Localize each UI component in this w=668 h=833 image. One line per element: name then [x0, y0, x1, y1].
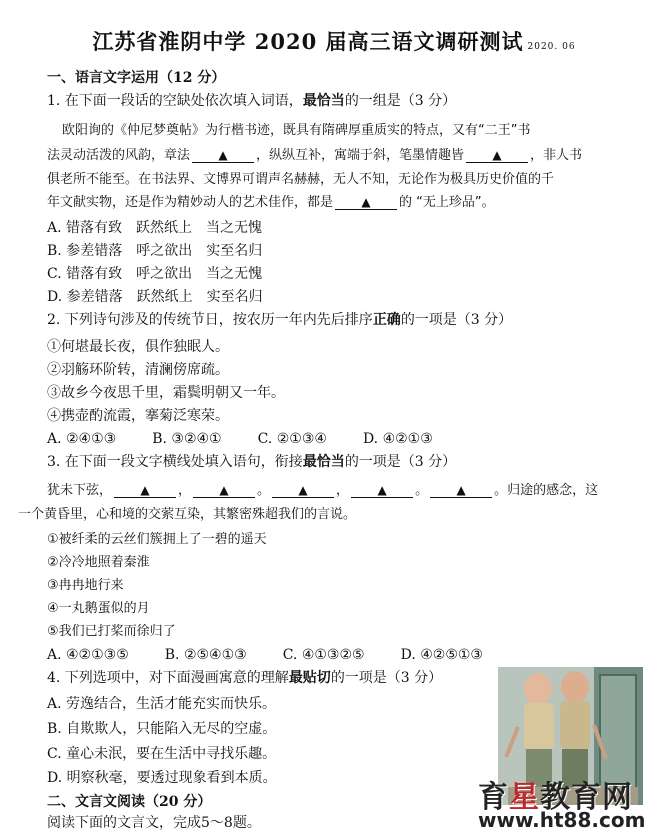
q1-passage-line-1: 欧阳询的《仲尼梦奠帖》为行楷书迹，既具有隋碑厚重质实的特点，又有“二王”书	[62, 123, 531, 138]
q1-option-a: A. 错落有致 跃然纸上 当之无愧	[47, 220, 263, 236]
blank-marker: ▲	[272, 483, 334, 498]
q2-stem: 2. 下列诗句涉及的传统节日，按农历一年内先后排序正确的一项是（3 分）	[47, 312, 513, 328]
q1-option-b: B. 参差错落 呼之欲出 实至名归	[47, 243, 263, 259]
title-date: 2020. 06	[527, 42, 576, 52]
q4-option-a: A. 劳逸结合，生活才能充实而快乐。	[47, 696, 277, 712]
q3-options	[47, 645, 519, 665]
section-2-heading: 二、文言文阅读（20 分）	[47, 794, 212, 810]
q2-option-b: B. ③②④①	[152, 431, 222, 447]
q4-stem: 4. 下列选项中，对下面漫画寓意的理解最贴切的一项是（3 分）	[47, 670, 443, 686]
q2-option-a: A. ②④①③	[47, 431, 117, 447]
q2-item-1: ①何堪最长夜，俱作独眠人。	[47, 339, 229, 355]
q2-item-4: ④携壶酌流霞，搴菊泛寒荣。	[47, 408, 229, 424]
q1-passage-line-2: 法灵动活泼的风韵，章法 ▲ ，纵纵互补，寓端于斜，笔墨情趣皆 ▲ ，非人书	[47, 148, 583, 163]
blank-marker: ▲	[335, 195, 397, 210]
title-text: 江苏省淮阴中学 2020 届高三语文调研测试	[92, 29, 524, 54]
q3-item-1: ①被纤柔的云丝们簇拥上了一碧的遥天	[47, 532, 267, 547]
q1-option-d: D. 参差错落 跃然纸上 实至名归	[47, 289, 263, 305]
q2-item-3: ③故乡今夜思千里，霜鬓明朝又一年。	[47, 385, 285, 401]
q2-options	[47, 429, 469, 449]
q3-option-b: B. ②⑤④①③	[164, 647, 247, 663]
blank-marker: ▲	[193, 483, 255, 498]
q1-option-c: C. 错落有致 呼之欲出 当之无愧	[47, 266, 263, 282]
q3-passage-line-2: 一个黄昏里，心和境的交萦互染，其繁密殊超我们的言说。	[18, 507, 357, 522]
q2-option-d: D. ④②①③	[362, 431, 433, 447]
q3-stem: 3. 在下面一段文字横线处填入语句，衔接最恰当的一项是（3 分）	[47, 454, 457, 470]
q3-option-d: D. ④②⑤①③	[400, 647, 483, 663]
blank-marker: ▲	[192, 148, 254, 163]
blank-marker: ▲	[351, 483, 413, 498]
blank-marker: ▲	[466, 148, 528, 163]
watermark-logo: 育星教育网	[478, 780, 633, 815]
exam-title	[0, 26, 668, 56]
blank-marker: ▲	[114, 483, 176, 498]
q4-option-b: B. 自欺欺人，只能陷入无尽的空虚。	[47, 721, 277, 737]
q3-option-a: A. ④②①③⑤	[47, 647, 129, 663]
q1-passage-line-4: 年文献实物，还是作为精妙动人的艺术佳作，都是 ▲ 的 “无上珍品”。	[47, 195, 495, 210]
q3-item-5: ⑤我们已打桨而徐归了	[47, 624, 176, 639]
q4-option-d: D. 明察秋毫，要透过现象看到本质。	[47, 770, 277, 786]
q2-item-2: ②羽觞环阶转，清澜傍席疏。	[47, 362, 229, 378]
q1-stem: 1. 在下面一段话的空缺处依次填入词语，最恰当的一组是（3 分）	[47, 93, 457, 109]
q4-option-c: C. 童心未泯，要在生活中寻找乐趣。	[47, 746, 277, 762]
watermark-url: www.ht88.com	[478, 808, 646, 832]
q3-item-2: ②冷冷地照着秦淮	[47, 555, 150, 570]
q3-option-c: C. ④①③②⑤	[282, 647, 365, 663]
blank-marker: ▲	[430, 483, 492, 498]
section-1-heading: 一、语言文字运用（12 分）	[47, 70, 226, 86]
q3-item-3: ③冉冉地行来	[47, 578, 124, 593]
q3-passage-line-1: 犹未下弦， ▲ ， ▲ 。 ▲ ， ▲ 。 ▲ 。归途的感念，这	[47, 483, 599, 498]
q2-option-c: C. ②①③④	[257, 431, 327, 447]
q5-intro: 阅读下面的文言文，完成5～8题。	[47, 815, 261, 831]
q1-passage-line-3: 俱老所不能至。在书法界、文博界可谓声名赫赫，无人不知，无论作为极具历史价值的千	[47, 172, 555, 187]
q3-item-4: ④一丸鹅蛋似的月	[47, 601, 150, 616]
